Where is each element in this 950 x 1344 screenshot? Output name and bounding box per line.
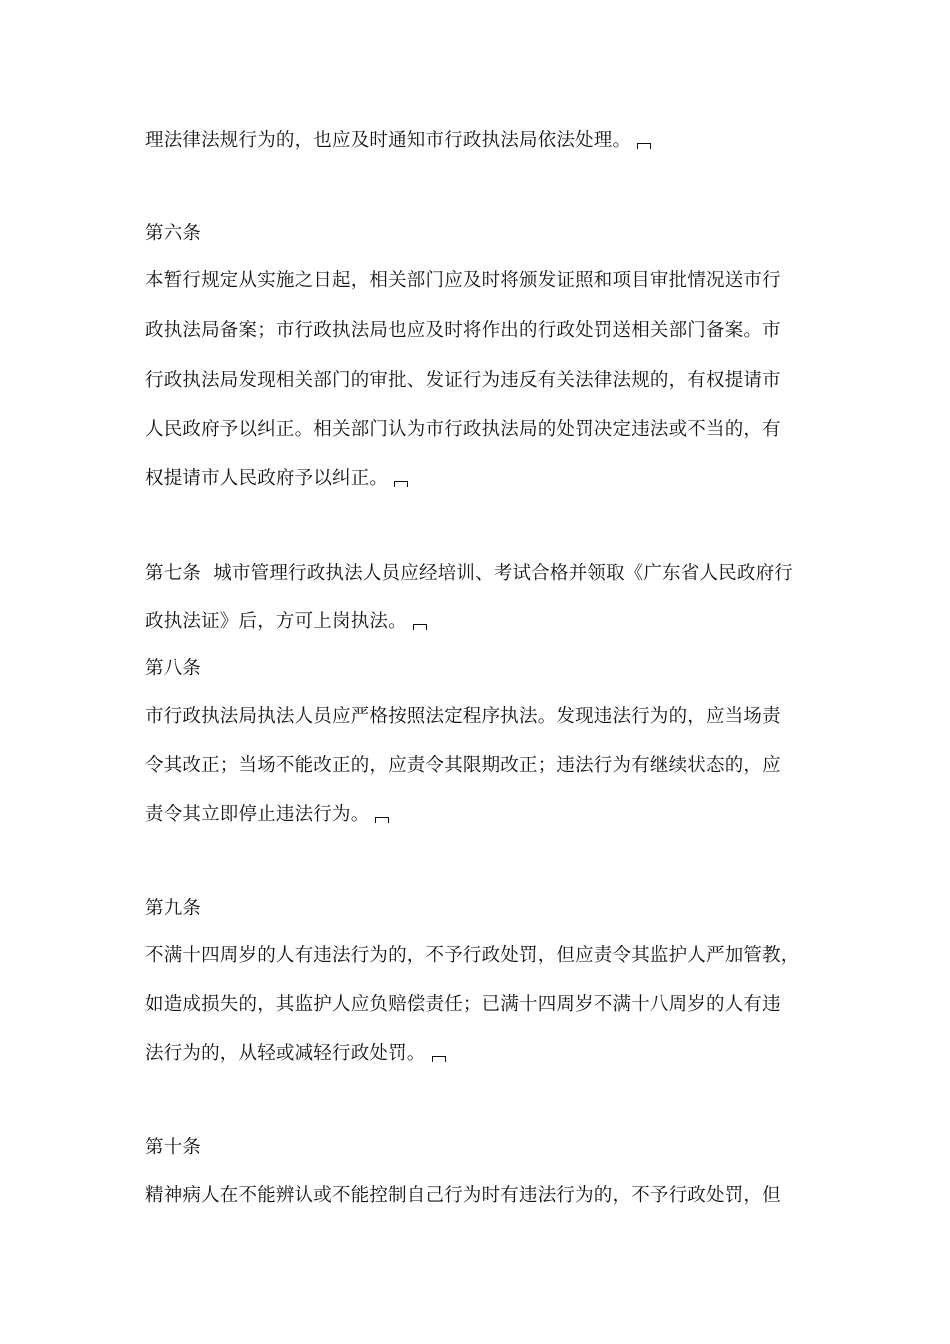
line-text: 市行政执法局执法人员应严格按照法定程序执法。发现违法行为的，应当场责 — [145, 706, 781, 727]
line-text: 政执法证》后，方可上岗执法。 — [145, 611, 407, 632]
line-text: 第六条 — [145, 223, 202, 244]
text-line — [145, 1184, 781, 1208]
line-text: 第八条 — [145, 658, 202, 679]
paragraph-mark-icon — [394, 481, 408, 487]
text-line — [145, 129, 651, 153]
line-text: 法行为的，从轻或减轻行政处罚。 — [145, 1043, 426, 1064]
line-text: 理法律法规行为的，也应及时通知市行政执法局依法处理。 — [145, 130, 632, 151]
text-line — [145, 269, 781, 293]
text-line — [145, 418, 781, 442]
text-line — [145, 467, 408, 491]
text-line — [145, 705, 781, 729]
text-line — [145, 369, 781, 393]
line-text: 行政执法局发现相关部门的审批、发证行为违反有关法律法规的，有权提请市 — [145, 370, 781, 391]
paragraph-mark-icon — [413, 624, 427, 630]
text-line — [145, 1042, 446, 1066]
text-line — [145, 754, 781, 778]
text-line — [145, 803, 389, 827]
paragraph-mark-icon — [432, 1056, 446, 1062]
article-heading — [145, 222, 201, 246]
line-text: 第九条 — [145, 898, 202, 919]
line-text: 本暂行规定从实施之日起，相关部门应及时将颁发证照和项目审批情况送市行 — [145, 270, 781, 291]
line-text: 第七条 城市管理行政执法人员应经培训、考试合格并领取《广东省人民政府行 — [145, 563, 793, 584]
line-text: 政执法局备案；市行政执法局也应及时将作出的行政处罚送相关部门备案。市 — [145, 320, 781, 341]
line-text: 如造成损失的，其监护人应负赔偿责任；已满十四周岁不满十八周岁的人有违 — [145, 994, 781, 1015]
line-text: 不满十四周岁的人有违法行为的，不予行政处罚，但应责令其监护人严加管教， — [145, 945, 800, 966]
article-heading — [145, 657, 201, 681]
line-text: 责令其立即停止违法行为。 — [145, 804, 370, 825]
text-line — [145, 610, 427, 634]
line-text: 令其改正；当场不能改正的，应责令其限期改正；违法行为有继续状态的，应 — [145, 755, 781, 776]
text-line — [145, 319, 781, 343]
text-line — [145, 944, 800, 968]
article-heading-line — [145, 562, 793, 586]
line-text: 人民政府予以纠正。相关部门认为市行政执法局的处罚决定违法或不当的，有 — [145, 419, 781, 440]
line-text: 精神病人在不能辨认或不能控制自己行为时有违法行为的，不予行政处罚，但 — [145, 1185, 781, 1206]
line-text: 第十条 — [145, 1137, 202, 1158]
article-heading — [145, 897, 201, 921]
paragraph-mark-icon — [375, 817, 389, 823]
text-line — [145, 993, 781, 1017]
line-text: 权提请市人民政府予以纠正。 — [145, 468, 389, 489]
paragraph-mark-icon — [637, 143, 651, 149]
article-heading — [145, 1136, 201, 1160]
